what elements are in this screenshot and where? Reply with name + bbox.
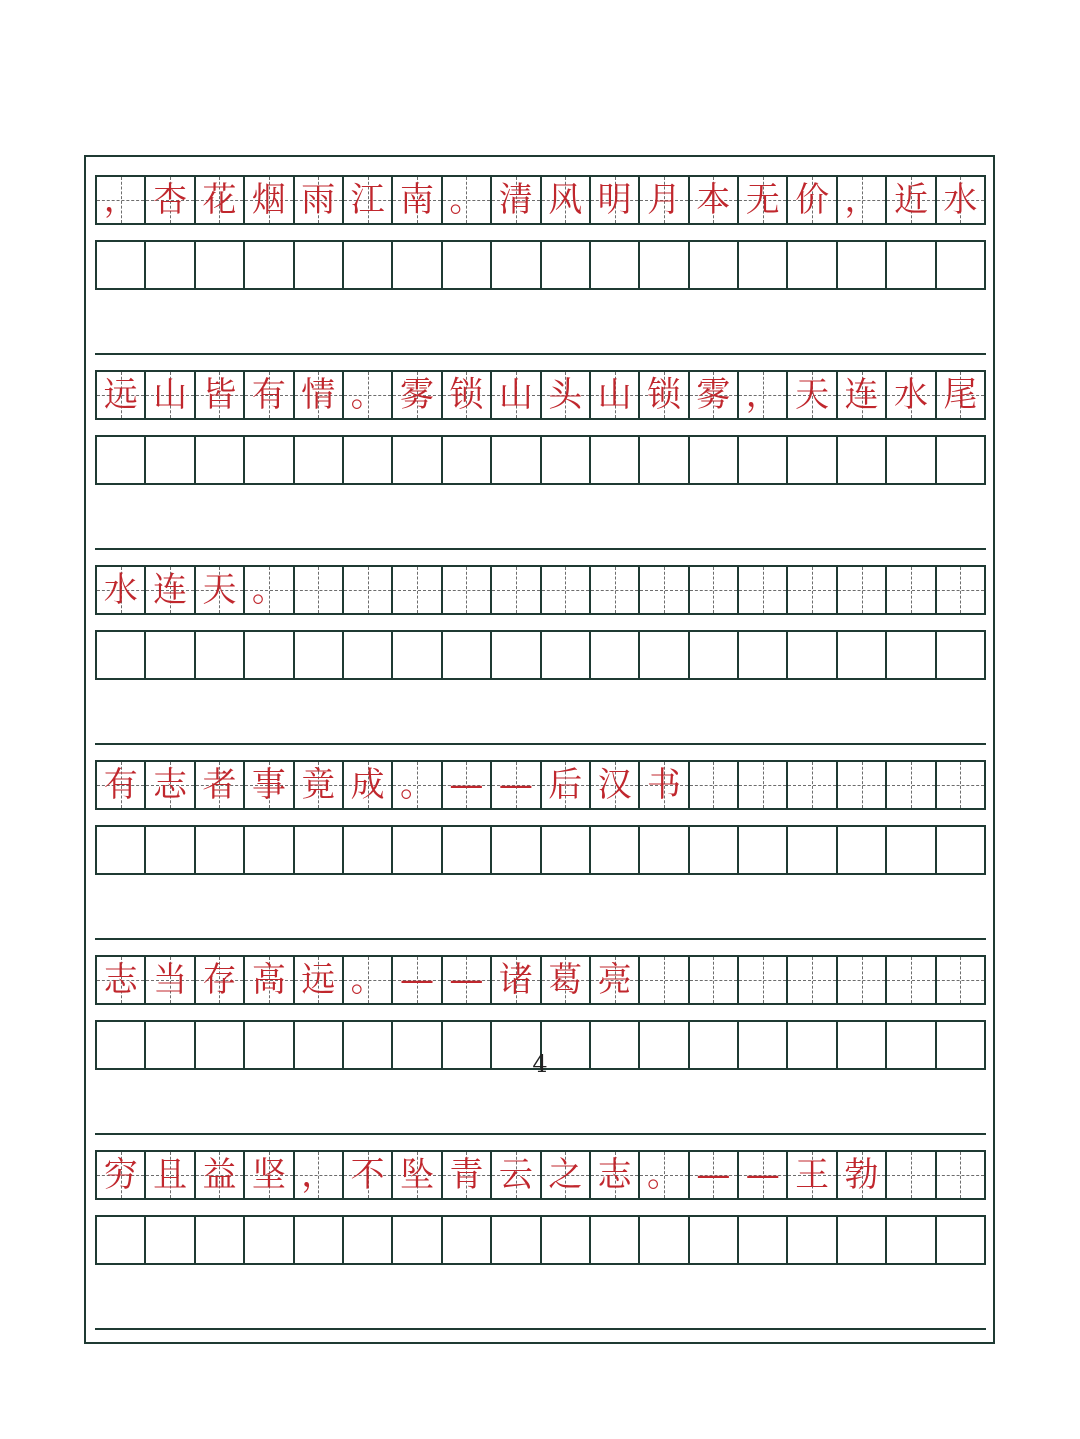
- model-character: —: [449, 960, 484, 1000]
- trace-cell: [393, 372, 442, 418]
- trace-cell: [887, 762, 936, 808]
- trace-cell: [788, 762, 837, 808]
- writing-rule-line: [95, 1328, 986, 1330]
- writing-row: [95, 1215, 986, 1265]
- trace-cell: [591, 957, 640, 1003]
- model-character: 天: [202, 570, 237, 610]
- writing-box: [739, 437, 788, 483]
- model-character: 本: [696, 180, 731, 220]
- trace-cell: [492, 762, 541, 808]
- trace-cell: [443, 957, 492, 1003]
- model-character: 坚: [251, 1155, 286, 1195]
- trace-row: [95, 955, 986, 1005]
- trace-cell: [887, 1152, 936, 1198]
- trace-cell: [97, 567, 146, 613]
- model-character: 且: [153, 1155, 188, 1195]
- model-character: 。: [400, 765, 435, 805]
- trace-cell: [393, 762, 442, 808]
- trace-cell: [196, 177, 245, 223]
- writing-box: [245, 437, 294, 483]
- writing-box: [640, 827, 689, 873]
- model-character: 远: [103, 375, 138, 415]
- trace-cell: [542, 762, 591, 808]
- writing-box: [344, 242, 393, 288]
- model-character: 存: [202, 960, 237, 1000]
- trace-cell: [146, 372, 195, 418]
- writing-box: [97, 1217, 146, 1263]
- model-character: 锁: [646, 375, 681, 415]
- model-character: 。: [350, 960, 385, 1000]
- writing-box: [443, 242, 492, 288]
- trace-cell: [344, 762, 393, 808]
- trace-cell: [739, 567, 788, 613]
- trace-cell: [344, 177, 393, 223]
- writing-box: [542, 827, 591, 873]
- model-character: 。: [350, 375, 385, 415]
- writing-box: [640, 242, 689, 288]
- model-character: 花: [202, 180, 237, 220]
- writing-box: [937, 632, 986, 678]
- writing-box: [146, 632, 195, 678]
- trace-cell: [788, 957, 837, 1003]
- worksheet-frame: [84, 155, 995, 1344]
- trace-cell: [245, 177, 294, 223]
- model-character: 后: [548, 765, 583, 805]
- writing-box: [838, 242, 887, 288]
- model-character: 书: [646, 765, 681, 805]
- model-character: 明: [597, 180, 632, 220]
- trace-cell: [739, 372, 788, 418]
- trace-cell: [690, 372, 739, 418]
- model-character: 亮: [597, 960, 632, 1000]
- model-character: 月: [646, 180, 681, 220]
- trace-cell: [838, 957, 887, 1003]
- model-character: 志: [103, 960, 138, 1000]
- model-character: 成: [350, 765, 385, 805]
- writing-box: [97, 242, 146, 288]
- trace-cell: [245, 762, 294, 808]
- model-character: —: [400, 960, 435, 1000]
- trace-cell: [443, 372, 492, 418]
- trace-cell: [640, 1152, 689, 1198]
- writing-row: [95, 630, 986, 680]
- writing-box: [344, 437, 393, 483]
- model-character: 有: [103, 765, 138, 805]
- model-character: 烟: [251, 180, 286, 220]
- model-character: 水: [943, 180, 978, 220]
- trace-cell: [838, 762, 887, 808]
- trace-cell: [245, 1152, 294, 1198]
- writing-box: [443, 437, 492, 483]
- model-character: 青: [449, 1155, 484, 1195]
- writing-box: [937, 437, 986, 483]
- trace-cell: [739, 957, 788, 1003]
- trace-cell: [838, 1152, 887, 1198]
- model-character: 。: [251, 570, 286, 610]
- writing-box: [887, 1217, 936, 1263]
- writing-box: [887, 437, 936, 483]
- trace-cell: [196, 1152, 245, 1198]
- trace-row: [95, 175, 986, 225]
- writing-box: [344, 1217, 393, 1263]
- trace-cell: [146, 762, 195, 808]
- trace-cell: [295, 1152, 344, 1198]
- trace-cell: [295, 762, 344, 808]
- trace-cell: [788, 177, 837, 223]
- writing-box: [245, 1217, 294, 1263]
- writing-box: [245, 242, 294, 288]
- trace-cell: [690, 567, 739, 613]
- trace-cell: [690, 957, 739, 1003]
- model-character: 清: [498, 180, 533, 220]
- trace-cell: [591, 1152, 640, 1198]
- writing-rule-line: [95, 353, 986, 355]
- model-character: 志: [153, 765, 188, 805]
- trace-cell: [838, 177, 887, 223]
- model-character: 连: [844, 375, 879, 415]
- writing-box: [196, 632, 245, 678]
- writing-box: [393, 437, 442, 483]
- model-character: 远: [301, 960, 336, 1000]
- trace-cell: [393, 177, 442, 223]
- writing-box: [295, 242, 344, 288]
- trace-cell: [146, 1152, 195, 1198]
- writing-box: [393, 827, 442, 873]
- writing-rule-line: [95, 1133, 986, 1135]
- trace-cell: [838, 567, 887, 613]
- model-character: 雨: [301, 180, 336, 220]
- model-character: 江: [350, 180, 385, 220]
- writing-box: [146, 827, 195, 873]
- writing-box: [591, 242, 640, 288]
- model-character: 益: [202, 1155, 237, 1195]
- model-character: 之: [548, 1155, 583, 1195]
- model-character: —: [498, 765, 533, 805]
- writing-box: [838, 827, 887, 873]
- writing-box: [492, 827, 541, 873]
- writing-box: [887, 632, 936, 678]
- model-character: 天: [795, 375, 830, 415]
- trace-cell: [492, 957, 541, 1003]
- model-character: 穷: [103, 1155, 138, 1195]
- writing-box: [640, 1217, 689, 1263]
- trace-cell: [344, 567, 393, 613]
- writing-box: [492, 437, 541, 483]
- writing-box: [295, 437, 344, 483]
- writing-box: [295, 827, 344, 873]
- model-character: 王: [795, 1155, 830, 1195]
- writing-box: [393, 1217, 442, 1263]
- model-character: 事: [251, 765, 286, 805]
- writing-box: [443, 1217, 492, 1263]
- trace-cell: [788, 567, 837, 613]
- model-character: 山: [498, 375, 533, 415]
- page-number: 4: [532, 1050, 548, 1078]
- model-character: 连: [153, 570, 188, 610]
- trace-cell: [97, 957, 146, 1003]
- writing-box: [196, 242, 245, 288]
- trace-cell: [344, 957, 393, 1003]
- trace-cell: [542, 957, 591, 1003]
- model-character: 高: [251, 960, 286, 1000]
- writing-box: [196, 1217, 245, 1263]
- trace-cell: [690, 762, 739, 808]
- trace-cell: [591, 372, 640, 418]
- model-character: —: [449, 765, 484, 805]
- writing-box: [788, 1217, 837, 1263]
- writing-row: [95, 435, 986, 485]
- writing-box: [640, 632, 689, 678]
- writing-box: [937, 827, 986, 873]
- trace-row: [95, 370, 986, 420]
- trace-cell: [542, 567, 591, 613]
- model-character: 有: [251, 375, 286, 415]
- writing-box: [591, 827, 640, 873]
- writing-box: [640, 437, 689, 483]
- trace-cell: [97, 762, 146, 808]
- model-character: 勃: [844, 1155, 879, 1195]
- trace-cell: [788, 372, 837, 418]
- trace-cell: [887, 372, 936, 418]
- writing-box: [196, 827, 245, 873]
- model-character: 水: [893, 375, 928, 415]
- writing-box: [393, 242, 442, 288]
- writing-box: [739, 242, 788, 288]
- trace-cell: [739, 1152, 788, 1198]
- writing-box: [492, 242, 541, 288]
- writing-box: [739, 1217, 788, 1263]
- trace-cell: [443, 1152, 492, 1198]
- writing-box: [591, 632, 640, 678]
- trace-cell: [640, 957, 689, 1003]
- model-character: 头: [548, 375, 583, 415]
- model-character: 杏: [153, 180, 188, 220]
- trace-row: [95, 760, 986, 810]
- trace-cell: [443, 177, 492, 223]
- writing-row: [95, 825, 986, 875]
- writing-box: [245, 632, 294, 678]
- writing-row: [95, 240, 986, 290]
- trace-cell: [295, 177, 344, 223]
- writing-box: [443, 632, 492, 678]
- writing-box: [690, 827, 739, 873]
- writing-box: [393, 632, 442, 678]
- trace-cell: [887, 567, 936, 613]
- trace-cell: [937, 567, 986, 613]
- trace-cell: [492, 1152, 541, 1198]
- trace-cell: [245, 957, 294, 1003]
- writing-box: [690, 242, 739, 288]
- writing-box: [295, 632, 344, 678]
- writing-box: [344, 632, 393, 678]
- trace-cell: [196, 762, 245, 808]
- model-character: 葛: [548, 960, 583, 1000]
- trace-cell: [739, 762, 788, 808]
- trace-cell: [492, 177, 541, 223]
- model-character: 水: [103, 570, 138, 610]
- trace-cell: [295, 957, 344, 1003]
- trace-cell: [591, 567, 640, 613]
- trace-cell: [295, 372, 344, 418]
- model-character: ，: [844, 180, 879, 220]
- writing-box: [788, 632, 837, 678]
- model-character: 。: [646, 1155, 681, 1195]
- model-character: 皆: [202, 375, 237, 415]
- writing-box: [937, 242, 986, 288]
- writing-box: [146, 1217, 195, 1263]
- writing-box: [838, 1217, 887, 1263]
- writing-box: [690, 632, 739, 678]
- writing-box: [97, 437, 146, 483]
- trace-cell: [591, 177, 640, 223]
- trace-cell: [97, 177, 146, 223]
- model-character: 云: [498, 1155, 533, 1195]
- writing-box: [887, 827, 936, 873]
- writing-box: [542, 437, 591, 483]
- writing-box: [295, 1217, 344, 1263]
- trace-cell: [146, 177, 195, 223]
- model-character: 山: [153, 375, 188, 415]
- trace-cell: [640, 762, 689, 808]
- trace-cell: [640, 177, 689, 223]
- model-character: 坠: [400, 1155, 435, 1195]
- trace-cell: [196, 372, 245, 418]
- trace-cell: [937, 177, 986, 223]
- model-character: 情: [301, 375, 336, 415]
- writing-box: [788, 437, 837, 483]
- trace-cell: [492, 372, 541, 418]
- writing-box: [196, 437, 245, 483]
- model-character: 山: [597, 375, 632, 415]
- writing-box: [542, 632, 591, 678]
- model-character: 汉: [597, 765, 632, 805]
- writing-box: [344, 827, 393, 873]
- model-character: 不: [350, 1155, 385, 1195]
- trace-cell: [937, 762, 986, 808]
- model-character: 诸: [498, 960, 533, 1000]
- model-character: 。: [449, 180, 484, 220]
- trace-cell: [788, 1152, 837, 1198]
- trace-cell: [344, 1152, 393, 1198]
- trace-cell: [393, 1152, 442, 1198]
- writing-box: [443, 827, 492, 873]
- writing-box: [690, 437, 739, 483]
- model-character: 当: [153, 960, 188, 1000]
- model-character: 尾: [943, 375, 978, 415]
- model-character: 近: [893, 180, 928, 220]
- writing-box: [838, 437, 887, 483]
- writing-box: [97, 827, 146, 873]
- model-character: 价: [795, 180, 830, 220]
- trace-cell: [393, 957, 442, 1003]
- model-character: ，: [745, 375, 780, 415]
- trace-cell: [542, 1152, 591, 1198]
- model-character: 雾: [400, 375, 435, 415]
- writing-box: [591, 437, 640, 483]
- trace-cell: [97, 372, 146, 418]
- trace-cell: [887, 177, 936, 223]
- writing-rule-line: [95, 938, 986, 940]
- model-character: —: [745, 1155, 780, 1195]
- model-character: 雾: [696, 375, 731, 415]
- trace-cell: [295, 567, 344, 613]
- writing-rule-line: [95, 743, 986, 745]
- model-character: 志: [597, 1155, 632, 1195]
- model-character: 竟: [301, 765, 336, 805]
- trace-cell: [690, 1152, 739, 1198]
- trace-cell: [739, 177, 788, 223]
- trace-cell: [838, 372, 887, 418]
- model-character: 无: [745, 180, 780, 220]
- writing-box: [245, 827, 294, 873]
- writing-box: [146, 437, 195, 483]
- writing-box: [838, 632, 887, 678]
- writing-rule-line: [95, 548, 986, 550]
- trace-cell: [640, 567, 689, 613]
- trace-cell: [937, 1152, 986, 1198]
- trace-cell: [245, 567, 294, 613]
- writing-box: [542, 1217, 591, 1263]
- writing-box: [591, 1217, 640, 1263]
- trace-cell: [640, 372, 689, 418]
- trace-cell: [443, 567, 492, 613]
- writing-box: [788, 827, 837, 873]
- trace-cell: [542, 177, 591, 223]
- trace-cell: [690, 177, 739, 223]
- writing-box: [887, 242, 936, 288]
- writing-box: [542, 242, 591, 288]
- model-character: 风: [548, 180, 583, 220]
- writing-box: [690, 1217, 739, 1263]
- trace-cell: [937, 957, 986, 1003]
- writing-box: [97, 632, 146, 678]
- model-character: 者: [202, 765, 237, 805]
- writing-box: [492, 632, 541, 678]
- trace-row: [95, 565, 986, 615]
- trace-cell: [245, 372, 294, 418]
- trace-cell: [887, 957, 936, 1003]
- trace-cell: [196, 957, 245, 1003]
- trace-cell: [146, 957, 195, 1003]
- model-character: 南: [400, 180, 435, 220]
- trace-cell: [591, 762, 640, 808]
- trace-cell: [393, 567, 442, 613]
- model-character: ，: [301, 1155, 336, 1195]
- model-character: ，: [103, 180, 138, 220]
- trace-cell: [196, 567, 245, 613]
- writing-box: [146, 242, 195, 288]
- trace-cell: [97, 1152, 146, 1198]
- trace-cell: [937, 372, 986, 418]
- trace-cell: [443, 762, 492, 808]
- trace-row: [95, 1150, 986, 1200]
- trace-cell: [492, 567, 541, 613]
- writing-box: [492, 1217, 541, 1263]
- writing-box: [739, 632, 788, 678]
- model-character: —: [696, 1155, 731, 1195]
- writing-box: [739, 827, 788, 873]
- trace-cell: [146, 567, 195, 613]
- writing-box: [788, 242, 837, 288]
- model-character: 锁: [449, 375, 484, 415]
- trace-cell: [344, 372, 393, 418]
- writing-box: [937, 1217, 986, 1263]
- trace-cell: [542, 372, 591, 418]
